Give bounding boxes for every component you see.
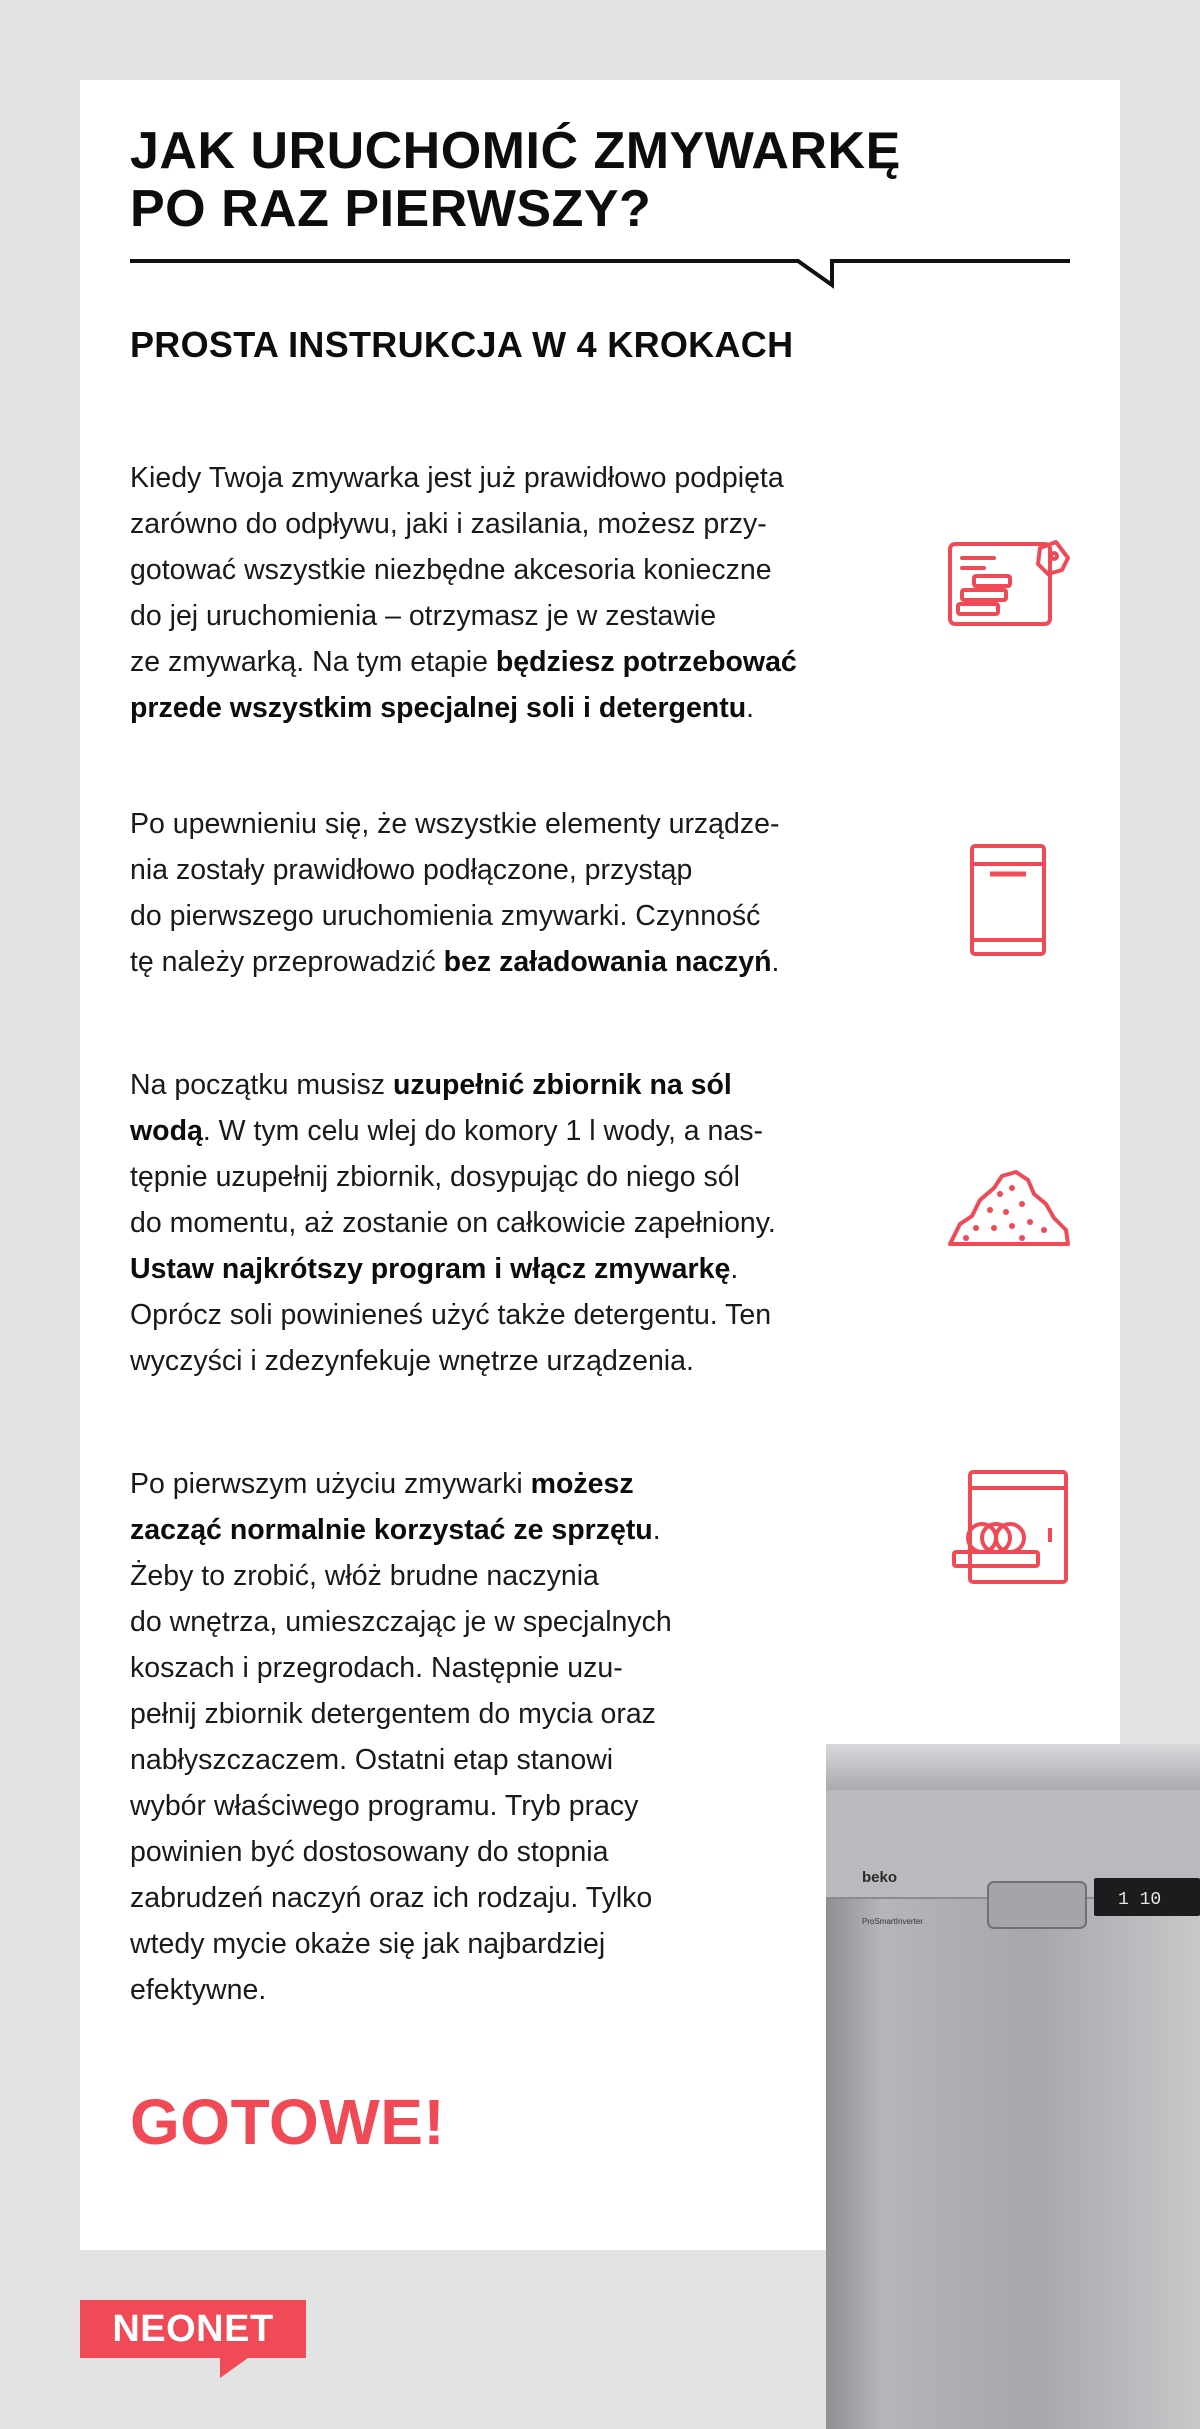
washer-display-text: 1 10 (1118, 1890, 1162, 1910)
text-run: powinien być dostosowany do stopnia (130, 1836, 609, 1868)
bold-text: uzupełnić zbiornik na sól (392, 1069, 732, 1101)
text-run: Po upewnieniu się, że wszystkie elementy urządze- (130, 808, 780, 840)
text-run: do wnętrza, umieszczając je w specjalnych (130, 1606, 672, 1638)
text-run: . (730, 1253, 739, 1285)
text-run: Kiedy Twoja zmywarka jest już prawidłowo podpięta (130, 462, 784, 494)
title-line-1: JAK URUCHOMIĆ ZMYWARKĘ (130, 122, 901, 180)
dishes-box-icon (944, 534, 1074, 634)
bold-text: bez załadowania naczyń (443, 946, 772, 978)
washer-brand-text: beko (862, 1869, 898, 1886)
text-run: tę należy przeprowadzić (130, 946, 444, 978)
text-run: zarówno do odpływu, jaki i zasilania, możesz przy- (130, 508, 767, 540)
bold-text: przede wszystkim specjalnej soli i detergentu (130, 692, 747, 724)
step-3-text (130, 1062, 910, 1384)
logo-text: NEONET (112, 2308, 274, 2350)
step-2-text (130, 801, 910, 985)
page-title (130, 122, 1090, 238)
text-run: wybór właściwego programu. Tryb pracy (130, 1790, 639, 1822)
washer-model-text: ProSmartInverter (862, 1917, 923, 1926)
text-run: nia zostały prawidłowo podłączone, przystąp (130, 854, 693, 886)
open-dishwasher-icon (950, 1468, 1074, 1586)
bold-text: Ustaw najkrótszy program i włącz zmywarkę (130, 1253, 731, 1285)
bold-text: zacząć normalnie korzystać ze sprzętu (130, 1514, 653, 1546)
text-run: wtedy mycie okaże się jak najbardziej (130, 1928, 606, 1960)
text-run: Żeby to zrobić, włóż brudne naczynia (130, 1560, 599, 1592)
text-run: Po pierwszym użyciu zmywarki (130, 1468, 531, 1500)
dishwasher-photo (822, 1742, 1200, 2429)
text-run: do jej uruchomienia – otrzymasz je w zestawie (130, 600, 717, 632)
text-run: do momentu, aż zostanie on całkowicie zapełniony. (130, 1207, 776, 1239)
text-run: pełnij zbiornik detergentem do mycia oraz (130, 1698, 656, 1730)
text-run: efektywne. (130, 1974, 267, 2006)
text-run: Na początku musisz (130, 1069, 393, 1101)
text-run: wyczyści i zdezynfekuje wnętrze urządzenia. (130, 1345, 694, 1377)
text-run: Oprócz soli powinieneś użyć także detergentu. Ten (130, 1299, 772, 1331)
bold-text: możesz (530, 1468, 634, 1500)
text-run: tępnie uzupełnij zbiornik, dosypując do niego sól (130, 1161, 740, 1193)
done-label: GOTOWE! (130, 2086, 446, 2158)
text-run: gotować wszystkie niezbędne akcesoria konieczne (130, 554, 772, 586)
dishwasher-icon (966, 842, 1050, 958)
text-run: . (652, 1514, 661, 1546)
text-run: koszach i przegrodach. Następnie uzu- (130, 1652, 623, 1684)
bold-text: będziesz potrzebować (495, 646, 797, 678)
step-1-text (130, 455, 910, 731)
salt-pile-icon (946, 1166, 1072, 1250)
text-run: . (746, 692, 755, 724)
speech-bubble-rule (128, 252, 1072, 292)
text-run: zabrudzeń naczyń oraz ich rodzaju. Tylko (130, 1882, 653, 1914)
step-4-text (130, 1461, 770, 2013)
title-line-2: PO RAZ PIERWSZY? (130, 180, 652, 238)
text-run: nabłyszczaczem. Ostatni etap stanowi (130, 1744, 614, 1776)
text-run: . W tym celu wlej do komory 1 l wody, a nas- (202, 1115, 763, 1147)
text-run: do pierwszego uruchomienia zmywarki. Czynność (130, 900, 761, 932)
text-run: . (771, 946, 780, 978)
text-run: ze zmywarką. Na tym etapie (130, 646, 496, 678)
bold-text: wodą (130, 1115, 203, 1147)
subtitle: PROSTA INSTRUKCJA W 4 KROKACH (130, 324, 794, 365)
